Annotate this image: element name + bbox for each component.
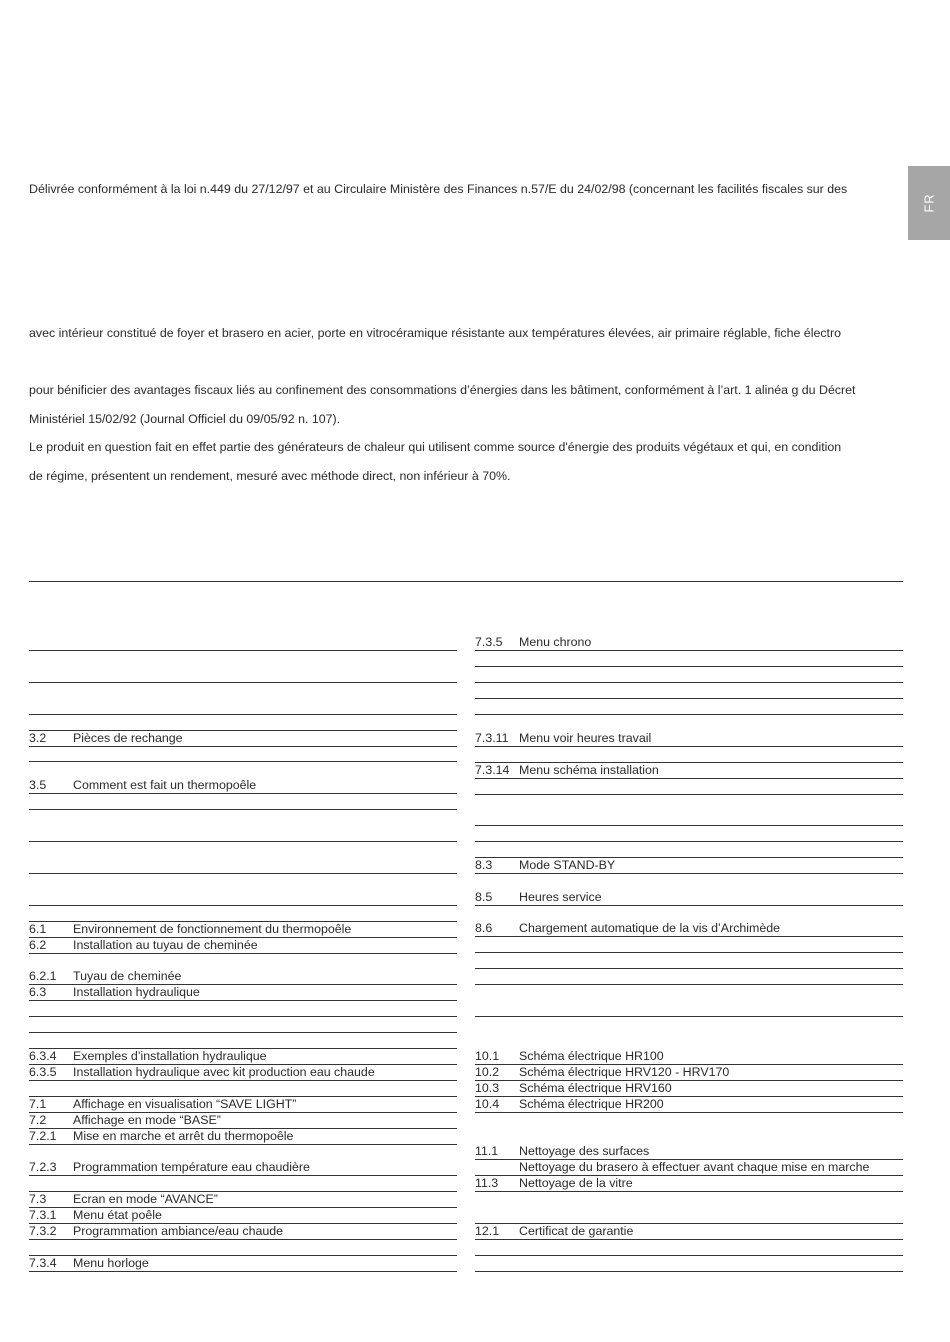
toc-number: 7.3 <box>29 1192 47 1206</box>
toc-label: Nettoyage de la vitre <box>519 1176 633 1190</box>
toc-row[interactable] <box>475 667 903 683</box>
toc-label: Schéma électrique HR200 <box>519 1097 664 1111</box>
toc-row[interactable] <box>29 1001 457 1017</box>
toc-label: Mode STAND-BY <box>519 858 616 872</box>
toc-number: 12.1 <box>475 1224 500 1238</box>
toc-row[interactable] <box>475 1001 903 1017</box>
toc-row[interactable] <box>29 826 457 842</box>
toc-row[interactable] <box>29 778 457 794</box>
toc-row[interactable] <box>475 651 903 667</box>
toc-row[interactable] <box>29 985 457 1001</box>
toc-row[interactable] <box>29 746 457 762</box>
toc-number: 6.2.1 <box>29 969 57 983</box>
toc-label: Affichage en visualisation “SAVE LIGHT” <box>73 1097 297 1111</box>
toc-row[interactable] <box>475 1065 903 1081</box>
toc-row[interactable] <box>475 1144 903 1160</box>
toc-number: 6.3.4 <box>29 1049 57 1063</box>
toc-number: 3.5 <box>29 778 47 792</box>
toc-number: 10.2 <box>475 1065 500 1079</box>
toc-row[interactable] <box>475 1256 903 1272</box>
language-tab[interactable] <box>908 166 950 240</box>
toc-number: 6.1 <box>29 922 47 936</box>
toc-row[interactable] <box>29 906 457 922</box>
toc-row[interactable] <box>475 731 903 747</box>
toc-number: 3.2 <box>29 731 47 745</box>
toc-number: 7.2 <box>29 1113 47 1127</box>
toc-row[interactable] <box>29 1097 457 1113</box>
toc-row[interactable] <box>29 1017 457 1033</box>
toc-row[interactable] <box>29 938 457 954</box>
toc-row[interactable] <box>475 779 903 795</box>
toc-number: 7.3.5 <box>475 635 503 649</box>
toc-row[interactable] <box>29 1176 457 1192</box>
paragraph-line: pour bénificier des avantages fiscaux liés au confinement des consommations d’énergies dans les bâtiment, conformément à l’art. 1 alinéa g du Décret <box>29 383 856 397</box>
paragraph-line: avec intérieur constitué de foyer et brasero en acier, porte en vitrocéramique résistante aux températures élevées, air primaire réglable, fiche électro <box>29 326 841 340</box>
toc-label: Pièces de rechange <box>73 731 183 745</box>
toc-number: 10.3 <box>475 1081 500 1095</box>
toc-row[interactable] <box>29 1224 457 1240</box>
toc-row[interactable] <box>29 1160 457 1176</box>
toc-row[interactable] <box>29 1033 457 1049</box>
toc-label: Installation au tuyau de cheminée <box>73 938 258 952</box>
toc-row[interactable] <box>475 1224 903 1240</box>
toc-row[interactable] <box>475 635 903 651</box>
toc-label: Environnement de fonctionnement du thermopoêle <box>73 922 352 936</box>
toc-row[interactable] <box>29 1208 457 1224</box>
toc-label: Schéma électrique HRV120 - HRV170 <box>519 1065 730 1079</box>
toc-row[interactable] <box>29 922 457 938</box>
toc-row[interactable] <box>475 1049 903 1065</box>
toc-number: 8.3 <box>475 858 493 872</box>
paragraph-line: Le produit en question fait en effet partie des générateurs de chaleur qui utilisent comme source d'énergie des produits végétaux et qui, en condition <box>29 440 842 454</box>
paragraph-line: de régime, présentent un rendement, mesuré avec méthode direct, non inférieur à 70%. <box>29 469 511 483</box>
toc-row[interactable] <box>475 699 903 715</box>
toc-number: 7.3.2 <box>29 1224 57 1238</box>
toc-row[interactable] <box>29 1081 457 1097</box>
toc-number: 7.1 <box>29 1097 47 1111</box>
toc-number: 11.3 <box>475 1176 499 1190</box>
toc-row[interactable] <box>475 810 903 826</box>
toc-label: Certificat de garantie <box>519 1224 634 1238</box>
toc-number: 7.2.3 <box>29 1160 57 1174</box>
toc-row[interactable] <box>29 1256 457 1272</box>
toc-row[interactable] <box>475 747 903 763</box>
toc-row[interactable] <box>475 858 903 874</box>
toc-number: 7.3.4 <box>29 1256 57 1270</box>
section-divider <box>29 581 903 582</box>
toc-number: 11.1 <box>475 1144 499 1158</box>
toc-row[interactable] <box>29 1192 457 1208</box>
toc-row[interactable] <box>475 953 903 969</box>
toc-row[interactable] <box>29 1113 457 1129</box>
toc-row[interactable] <box>475 1097 903 1113</box>
toc-row[interactable] <box>475 763 903 779</box>
toc-label: Affichage en mode “BASE” <box>73 1113 221 1127</box>
paragraph-line: Délivrée conformément à la loi n.449 du 27/12/97 et au Circulaire Ministère des Finances n.57/E du 24/02/98 (concernant les facilités fiscales sur des <box>29 182 848 196</box>
toc-number: 8.5 <box>475 890 493 904</box>
language-tab-label: FR <box>921 193 937 213</box>
toc-label: Menu schéma installation <box>519 763 659 777</box>
toc-label: Menu chrono <box>519 635 592 649</box>
toc-label: Exemples d’installation hydraulique <box>73 1049 267 1063</box>
toc-row[interactable] <box>475 826 903 842</box>
toc-label: Programmation température eau chaudière <box>73 1160 310 1174</box>
toc-label: Nettoyage du brasero à effectuer avant chaque mise en marche <box>519 1160 870 1174</box>
toc-label: Mise en marche et arrêt du thermopoêle <box>73 1129 294 1143</box>
toc-number: 10.1 <box>475 1049 500 1063</box>
toc-label: Installation hydraulique <box>73 985 200 999</box>
toc-label: Chargement automatique de la vis d’Archimède <box>519 921 781 935</box>
toc-label: Schéma électrique HR100 <box>519 1049 664 1063</box>
toc-row[interactable] <box>29 715 457 731</box>
toc-row[interactable] <box>475 1240 903 1256</box>
toc-number: 7.3.1 <box>29 1208 57 1222</box>
toc-number: 7.3.11 <box>475 731 509 745</box>
toc-row[interactable] <box>475 1208 903 1224</box>
toc-row[interactable] <box>29 1065 457 1081</box>
toc-label: Tuyau de cheminée <box>73 969 182 983</box>
toc-row[interactable] <box>29 699 457 715</box>
toc-number: 8.6 <box>475 921 493 935</box>
toc-number: 6.3 <box>29 985 47 999</box>
toc-row[interactable] <box>29 1240 457 1256</box>
toc-label: Menu voir heures travail <box>519 731 652 745</box>
toc-row[interactable] <box>29 1049 457 1065</box>
toc-number: 6.2 <box>29 938 47 952</box>
toc-row[interactable] <box>29 731 457 747</box>
toc-label: Nettoyage des surfaces <box>519 1144 650 1158</box>
toc-label: Installation hydraulique avec kit production eau chaude <box>73 1065 375 1079</box>
toc-row[interactable] <box>475 842 903 858</box>
toc-label: Programmation ambiance/eau chaude <box>73 1224 284 1238</box>
toc-number: 7.3.14 <box>475 763 510 777</box>
toc-number: 7.2.1 <box>29 1129 57 1143</box>
toc-row[interactable] <box>29 667 457 683</box>
toc-row[interactable] <box>475 1176 903 1192</box>
toc-label: Menu horloge <box>73 1256 149 1270</box>
toc-label: Ecran en mode “AVANCE” <box>73 1192 218 1206</box>
toc-row[interactable] <box>29 858 457 874</box>
toc-row[interactable] <box>475 1081 903 1097</box>
toc-label: Comment est fait un thermopoêle <box>73 778 257 792</box>
toc-row[interactable] <box>475 937 903 953</box>
toc-row[interactable] <box>29 890 457 906</box>
toc-row[interactable] <box>475 969 903 985</box>
toc-row[interactable] <box>29 635 457 651</box>
toc-row[interactable] <box>29 794 457 810</box>
toc-row[interactable] <box>475 1160 903 1176</box>
toc-label: Schéma électrique HRV160 <box>519 1081 672 1095</box>
toc-row[interactable] <box>29 1129 457 1145</box>
toc-row[interactable] <box>475 683 903 699</box>
toc-number: 6.3.5 <box>29 1065 57 1079</box>
paragraph-line: Ministériel 15/02/92 (Journal Officiel du 09/05/92 n. 107). <box>29 412 341 426</box>
toc-row[interactable] <box>475 890 903 906</box>
toc-label: Heures service <box>519 890 602 904</box>
toc-label: Menu état poêle <box>73 1208 162 1222</box>
toc-number: 10.4 <box>475 1097 500 1111</box>
toc-row[interactable] <box>475 921 903 937</box>
toc-row[interactable] <box>29 969 457 985</box>
